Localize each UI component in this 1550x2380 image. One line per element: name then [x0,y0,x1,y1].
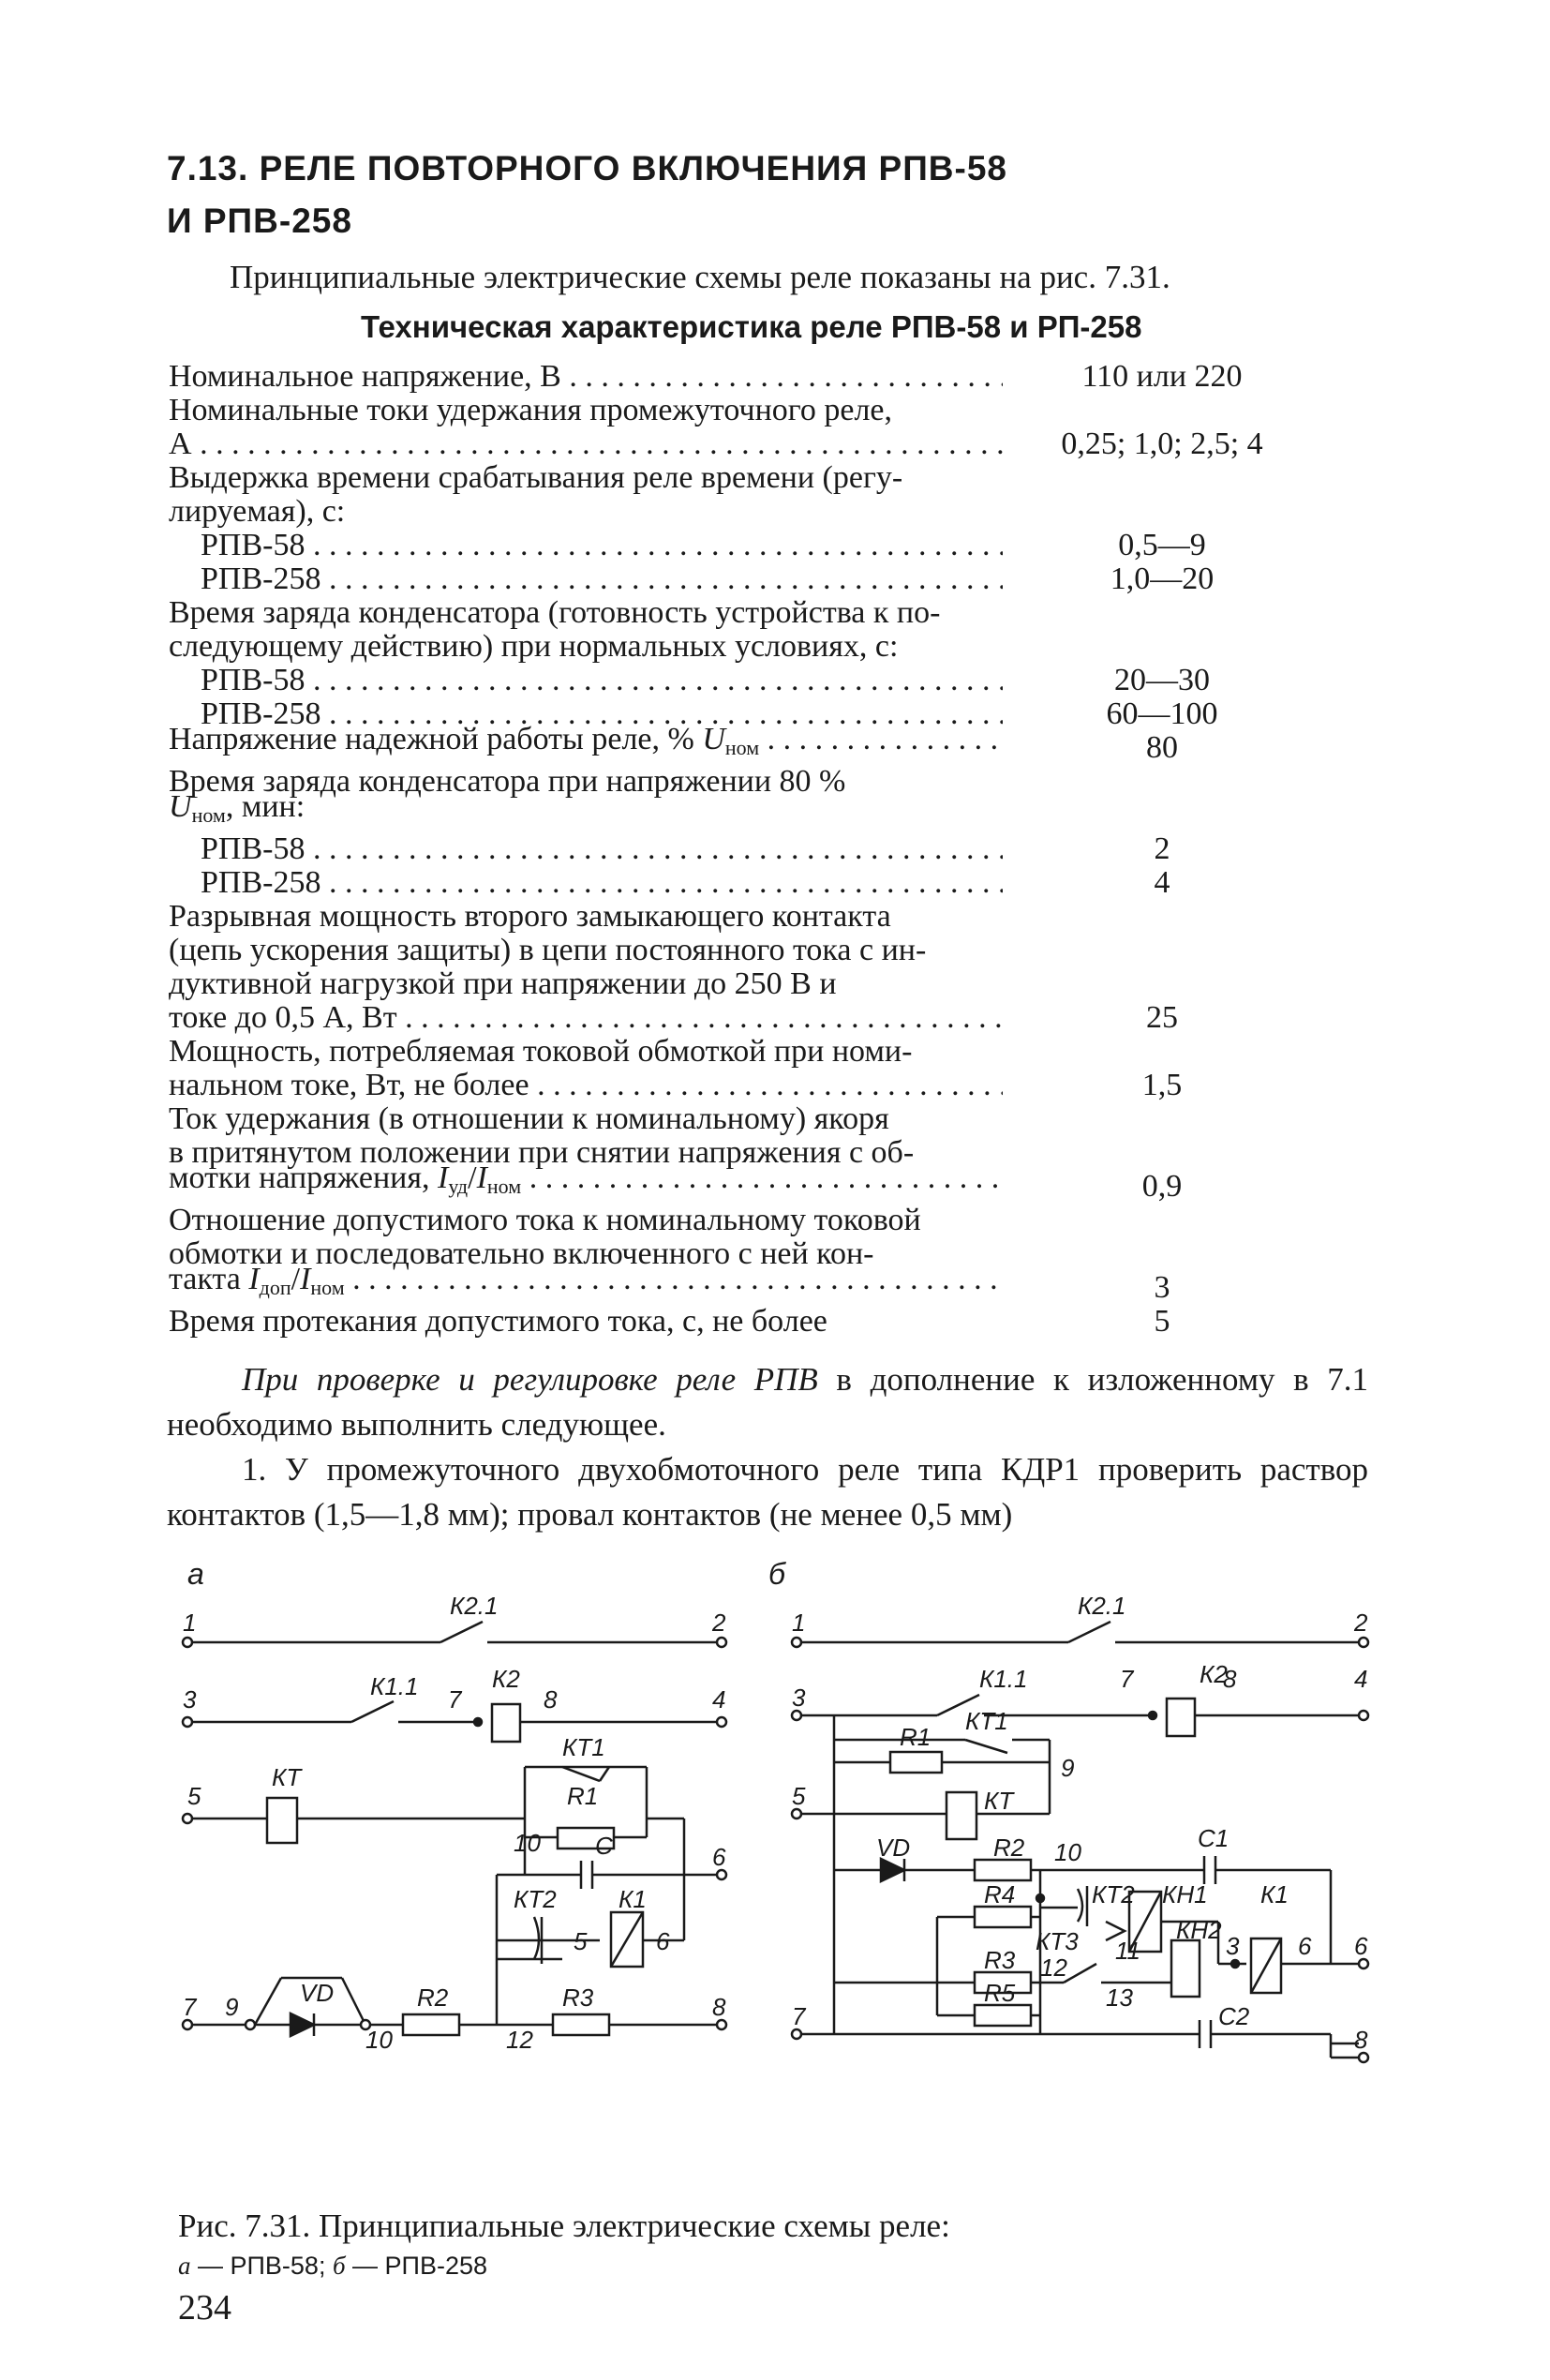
spec-label: Выдержка времени срабатывания реле времени (регу- [169,461,903,495]
spec-label: такта $I_{доп}/I_{ном}$ . . . [169,1263,1003,1305]
node-label: 9 [1061,1754,1075,1782]
spec-label: Мощность, потребляемая токовой обмоткой при номи- [169,1035,913,1069]
spec-label: Время заряда конденсатора при напряжении 80 % [169,765,846,799]
component-label: КН1 [1162,1880,1208,1908]
spec-row [169,1069,1321,1102]
spec-label: РПВ-258 . . . [169,866,1003,900]
node-label: 8 [712,1993,726,2021]
spec-table [169,360,1321,1339]
paragraph-step-1 [167,1447,1368,1537]
component-label: К2.1 [450,1592,499,1620]
spec-label: РПВ-58 . . . [169,529,1003,562]
node-label: 3 [1226,1932,1240,1960]
component-label: К1 [619,1885,647,1913]
component-label: R2 [993,1834,1025,1862]
component-label: R2 [417,1983,449,2012]
paragraph-text: в дополнение к изложенному в 7.1 необходимо выполнить следующее. [167,1361,1368,1443]
node-label: 2 [712,1609,726,1637]
diagram-a-label: а [187,1557,204,1591]
spec-label: Отношение допустимого тока к номинальному токовой [169,1204,921,1237]
component-label: КТ3 [1036,1927,1079,1955]
spec-label: лируемая), с: [169,495,346,529]
spec-label: дуктивной нагрузкой при напряжении до 250 В и [169,967,837,1001]
component-label: К1.1 [979,1665,1028,1693]
component-label: КТ2 [1092,1880,1135,1908]
spec-label: А . . . [169,427,1003,461]
spec-value: 25 [1146,1000,1178,1035]
spec-row [169,967,1321,1001]
node-label: 10 [514,1829,541,1857]
node-label: 9 [225,1993,239,2021]
spec-label: Время протекания допустимого тока, с, не более [169,1305,827,1339]
node-label: 7 [792,2002,806,2030]
node-label: 7 [448,1685,462,1714]
spec-label: токе до 0,5 А, Вт . . . [169,1001,1003,1035]
component-label: КТ1 [965,1707,1008,1735]
spec-row [169,461,1321,495]
paragraph-text: 1. У промежуточного двухобмоточного реле типа КДР1 проверить раствор контактов (1,5—1,8 мм); провал контактов (не менее 0,5 мм) [167,1451,1368,1533]
component-label: КН2 [1176,1916,1222,1944]
spec-value: 0,5—9 [1118,528,1206,562]
component-label: КТ [272,1763,302,1791]
spec-row [169,866,1321,900]
component-label: R1 [900,1723,931,1751]
spec-label: Время заряда конденсатора (готовность устройства к по- [169,596,941,630]
spec-label: нальном токе, Вт, не более . . . [169,1069,1003,1102]
spec-label: РПВ-258 . . . [169,562,1003,596]
spec-label: Номинальные токи удержания промежуточного реле, [169,394,893,427]
component-label: R3 [562,1983,594,2012]
spec-value: 0,9 [1141,1169,1183,1204]
spec-row [169,495,1321,529]
node-label: 3 [792,1684,806,1712]
spec-row [169,1204,1321,1237]
component-label: КТ2 [514,1885,557,1913]
component-label: С1 [1198,1824,1230,1852]
node-label: 12 [506,2026,533,2054]
node-label: 10 [365,2026,393,2054]
spec-row [169,630,1321,664]
figure-caption-legend: а — РПВ-58; б — РПВ-258 [178,2252,488,2280]
paragraph-italic: При проверке и регулировке реле РПВ [242,1361,818,1398]
node-label: 5 [792,1782,806,1810]
spec-label: РПВ-58 . . . [169,664,1003,697]
node-label: 7 [183,1993,197,2021]
component-label: R5 [984,1979,1016,2007]
component-label: VD [300,1979,335,2007]
spec-value: 0,25; 1,0; 2,5; 4 [1061,427,1263,461]
component-label: К2 [1200,1660,1228,1688]
component-label: К1.1 [370,1672,419,1700]
diagram-b-label: б [768,1557,785,1591]
spec-label: (цепь ускорения защиты) в цепи постоянного тока с ин- [169,934,927,967]
spec-label: Напряжение надежной работы реле, % $U_{ном}$ . . . [169,723,1003,765]
spec-label: следующему действию) при нормальных условиях, с: [169,630,899,664]
spec-row [169,1263,1321,1305]
spec-row [169,1102,1321,1136]
spec-row [169,900,1321,934]
node-label: 8 [1354,2026,1368,2054]
spec-row [169,723,1321,765]
component-label: R3 [984,1946,1016,1974]
heading-line-1: 7.13. РЕЛЕ ПОВТОРНОГО ВКЛЮЧЕНИЯ РПВ-58 [167,149,1007,187]
node-label: 4 [1354,1665,1368,1693]
component-label: VD [876,1834,911,1862]
spec-value: 4 [1154,865,1170,900]
component-label: К2 [492,1665,520,1693]
node-label: 5 [574,1927,588,1955]
spec-row [169,427,1321,461]
page-number: 234 [178,2288,231,2328]
spec-row [169,1001,1321,1035]
node-label: 3 [183,1685,197,1714]
spec-label: в притянутом положении при снятии напряжения с об- [169,1136,915,1170]
component-label: К2.1 [1078,1592,1126,1620]
node-label: 6 [1298,1932,1312,1960]
component-label: R1 [567,1782,599,1810]
spec-label: Разрывная мощность второго замыкающего контакта [169,900,891,934]
spec-row [169,360,1321,394]
spec-value: 110 или 220 [1081,359,1243,394]
spec-label: мотки напряжения, $I_{уд}/I_{ном}$ . . . [169,1161,1003,1204]
node-label: 4 [712,1685,726,1714]
node-label: 11 [1115,1937,1140,1965]
node-label: 12 [1040,1953,1067,1982]
node-label: 6 [1354,1932,1368,1960]
node-label: 2 [1354,1609,1368,1637]
component-label: С2 [1218,2002,1250,2030]
spec-label: Ток удержания (в отношении к номинальному) якоря [169,1102,889,1136]
spec-label: обмотки и последовательно включенного с ней кон- [169,1237,874,1271]
node-label: 8 [1223,1665,1237,1693]
spec-row [169,934,1321,967]
component-label: С [595,1832,613,1860]
component-label: КТ [984,1787,1014,1815]
heading-line-2: И РПВ-258 [167,202,352,240]
spec-row [169,596,1321,630]
component-label: КТ1 [562,1733,605,1761]
spec-row [169,394,1321,427]
spec-value: 1,0—20 [1110,561,1215,596]
spec-row [169,1305,1321,1339]
node-label: 6 [712,1843,726,1871]
spec-label: Номинальное напряжение, В . . . [169,360,1003,394]
spec-row [169,1035,1321,1069]
paragraph-check [167,1357,1368,1447]
component-label: К1 [1260,1880,1289,1908]
spec-label: $U_{ном}$, мин: [169,790,306,827]
spec-value: 5 [1154,1304,1170,1339]
spec-row [169,664,1321,697]
spec-label: РПВ-58 . . . [169,832,1003,866]
spec-value: 20—30 [1114,663,1210,697]
node-label: 1 [183,1609,197,1637]
spec-value: 80 [1146,730,1178,765]
node-label: 6 [656,1927,670,1955]
spec-value: 3 [1154,1270,1170,1305]
component-label: R4 [984,1880,1016,1908]
node-label: 8 [544,1685,558,1714]
spec-title: Техническая характеристика реле РПВ-58 и РП-258 [361,309,1142,344]
spec-value: 2 [1154,831,1170,866]
spec-row [169,562,1321,596]
node-label: 5 [187,1782,201,1810]
spec-row [169,832,1321,866]
spec-value: 60—100 [1106,696,1218,731]
spec-row [169,1161,1321,1204]
intro-text: Принципиальные электрические схемы реле показаны на рис. 7.31. [230,259,1170,295]
node-label: 1 [792,1609,806,1637]
section-heading [167,142,1291,247]
node-label: 7 [1120,1665,1134,1693]
node-label: 13 [1106,1983,1133,2012]
spec-row [169,529,1321,562]
figure-caption: Рис. 7.31. Принципиальные электрические схемы реле: [178,2208,950,2244]
node-label: 10 [1054,1838,1081,1866]
spec-row [169,790,1321,832]
circuit-diagrams [0,1556,1550,2193]
spec-value: 1,5 [1141,1068,1183,1102]
spec-label: РПВ-258 . . . [169,697,1003,731]
